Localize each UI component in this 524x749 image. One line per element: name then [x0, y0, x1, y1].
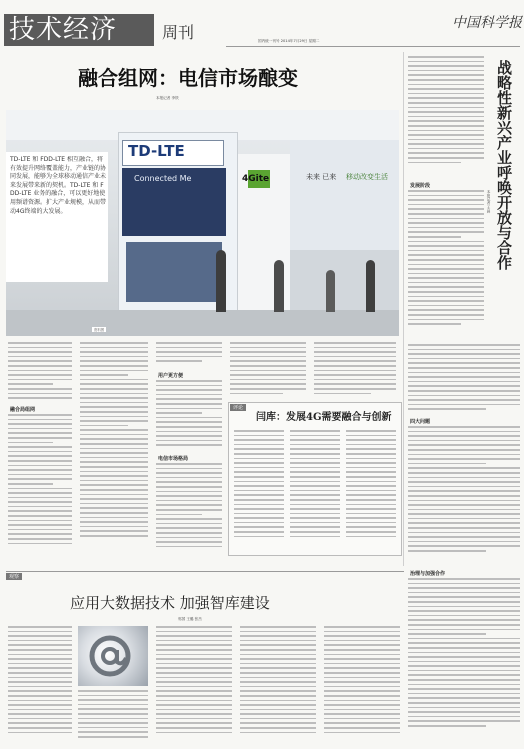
visitor-figure — [366, 260, 375, 312]
lead-headline: 融合组网：电信市场酿变 — [78, 66, 298, 90]
bottom-body-column — [8, 626, 72, 744]
visitor-figure — [326, 270, 335, 312]
photo-credit: 资料图 — [94, 328, 105, 332]
visitor-figure — [216, 250, 226, 312]
at-sign-icon — [78, 626, 148, 686]
display-screens — [126, 242, 222, 302]
masthead — [0, 0, 524, 44]
side-headline: 战略性新兴产业呼唤开放与合作 — [495, 60, 513, 270]
bottom-body-column — [240, 626, 316, 744]
bottom-photo — [78, 626, 148, 686]
mobile-banner: 移动改变生活 — [346, 173, 388, 181]
side-body-column — [408, 426, 520, 566]
side-body-column — [408, 344, 520, 416]
commentary-body — [346, 430, 396, 548]
future-banner: 未来 已来 — [306, 173, 337, 181]
side-body-column — [408, 578, 520, 744]
side-subhead: 四大问题 — [410, 419, 431, 425]
lead-body-column — [8, 414, 72, 554]
lead-byline: 本报记者 李铁 — [156, 96, 179, 100]
lead-summary: TD-LTE 和 FDD-LTE 相互融合，将有效提升网络覆盖能力，产业链的协同发展，能够为全球移动通信产业未来发展带来新的契机。TD-LTE 和 FDD-LTE 业务的融合，可以更好地使用频谱资源。扩大产业规模，从而带动4G终端的大发展。 — [10, 156, 106, 215]
lead-subhead: 融合局组网 — [10, 407, 36, 413]
commentary-tag: 评论 — [230, 404, 246, 411]
side-subhead: 治理与加强合作 — [410, 571, 446, 577]
lead-body-column — [80, 342, 148, 554]
lead-body-column — [156, 463, 222, 554]
bottom-body-column — [156, 626, 232, 744]
side-byline: 本报记者 王晨 — [487, 190, 491, 213]
commentary-headline: 闫库：发展4G需要融合与创新 — [256, 412, 392, 423]
bottom-tag: 观察 — [6, 573, 22, 580]
masthead-rule — [226, 46, 520, 47]
visitor-figure — [274, 260, 284, 312]
lead-subhead: 用户更方便 — [158, 373, 184, 379]
4gite-text: 4Gite — [242, 174, 270, 184]
lead-body-column — [314, 342, 396, 398]
connected-me-text: Connected Me — [134, 174, 192, 183]
lead-subhead: 电信市场格局 — [158, 456, 189, 462]
commentary-body — [234, 430, 284, 548]
lead-body-column — [156, 380, 222, 452]
bottom-body-column — [78, 690, 148, 744]
section-title: 技术经济 — [9, 15, 118, 45]
lead-body-column — [230, 342, 306, 398]
side-body-column — [408, 56, 484, 178]
section-divider — [6, 571, 404, 572]
floor — [6, 310, 399, 336]
side-subhead: 发展阶段 — [410, 183, 431, 189]
side-body-column — [408, 190, 484, 340]
masthead-info-line: 国内统一刊号 2014年7月29日 星期二 — [258, 39, 320, 43]
td-lte-sign-text: TD-LTE — [128, 142, 185, 160]
lead-body-column — [8, 342, 72, 404]
side-column-rule — [403, 52, 404, 566]
commentary-body — [290, 430, 340, 548]
bottom-body-column — [324, 626, 400, 744]
counter — [290, 250, 399, 310]
paper-name: 中国科学报 — [452, 15, 522, 31]
bottom-byline: 郭国 王璐 张杰 — [178, 617, 202, 621]
bottom-headline: 应用大数据技术 加强智库建设 — [70, 594, 270, 612]
section-subtitle: 周刊 — [162, 23, 195, 42]
lead-body-column — [156, 342, 222, 370]
